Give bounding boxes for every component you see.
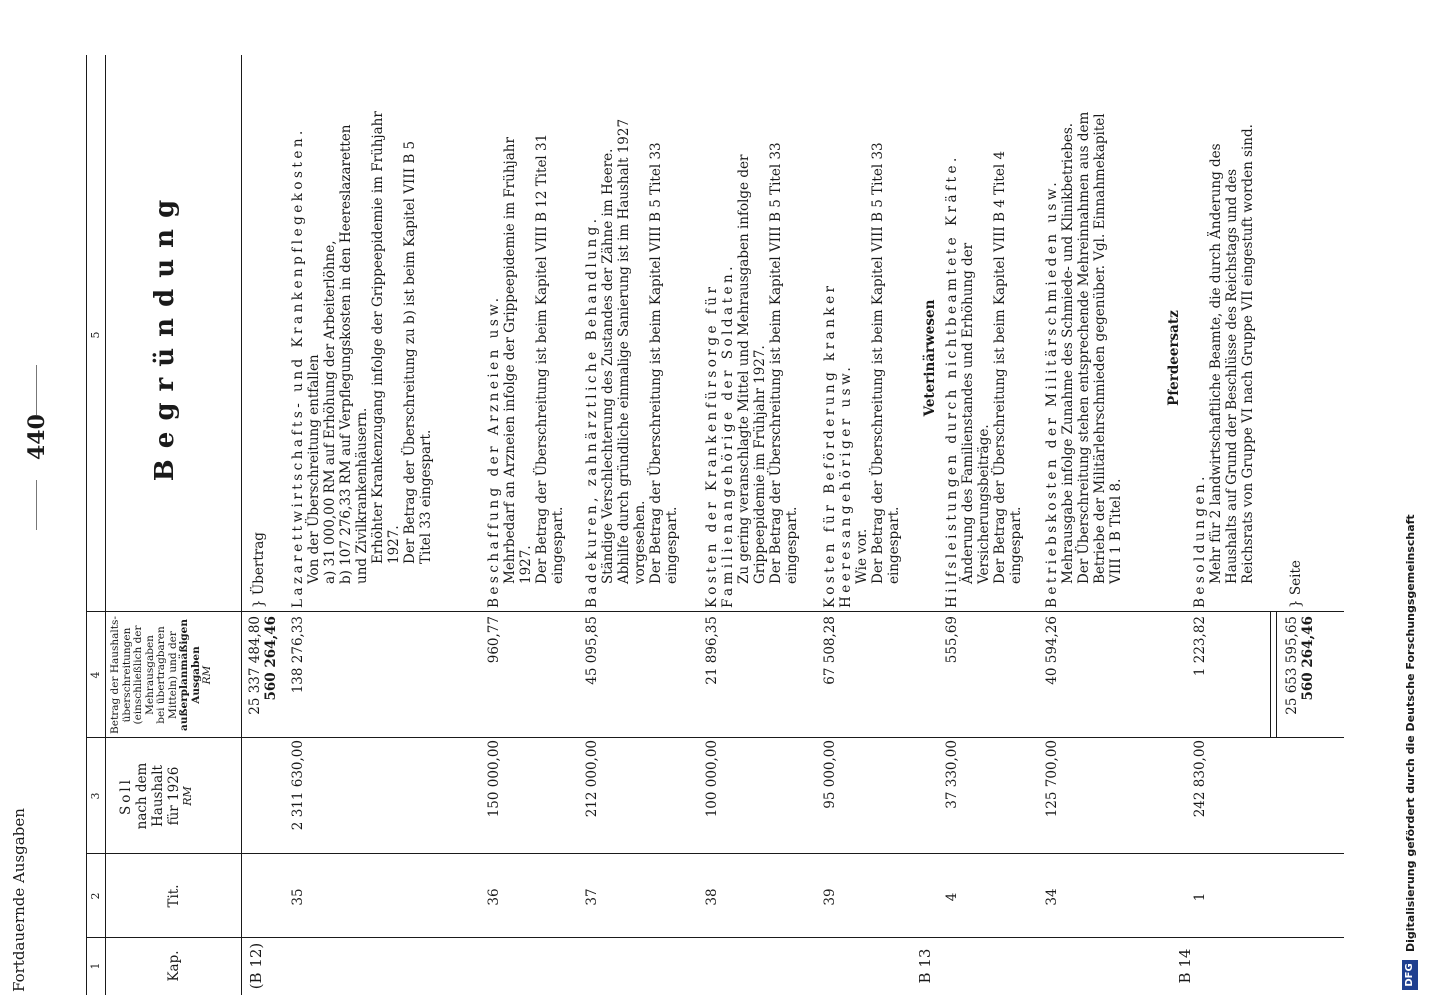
header-kap: Kap. (166, 950, 182, 982)
col-rule-2 (86, 853, 1344, 854)
betrag-37: 45 095,85 (584, 616, 600, 685)
tit-36: 36 (486, 888, 502, 906)
col-rule-1 (86, 937, 1344, 938)
page-number-dash-right (36, 365, 37, 415)
page-number-dash-left (36, 480, 37, 530)
kap-b14: B 14 (1176, 948, 1194, 984)
carry-out-amount: 25 653 595,65 (1284, 616, 1300, 715)
tit-38: 38 (704, 888, 720, 906)
betrag-39: 67 508,28 (822, 616, 838, 685)
betrag-b13-34: 40 594,26 (1044, 616, 1060, 685)
colnum-1: 1 (89, 962, 102, 970)
soll-37: 212 000,00 (584, 740, 600, 818)
betrag-35: 138 276,33 (290, 616, 306, 694)
colnum-rule (105, 55, 106, 995)
sum-rule (1270, 612, 1271, 738)
header-tit: Tit. (166, 884, 182, 908)
betrag-b13-4: 555,69 (944, 616, 960, 664)
tit-b14-1: 1 (1192, 892, 1208, 902)
running-title: Fortdauernde Ausgaben (10, 808, 28, 992)
text-b14-1: Besoldungen. Mehr für 2 landwirtschaftliche Beamte, die durch Änderung des Haushalts auf Grund der Beschlüsse des Reichstags und des Reichsrats von Gruppe VI nach Gruppe VII eingestuft worden sind. (1192, 124, 1256, 608)
header-betrag: Betrag der Haushalts- überschreitungen (einschließlich der Mehrausgaben bei übertragbaren Mitteln) und der außerplanmäßigen Ausgaben RM (109, 616, 213, 734)
carry-in-amount: 25 337 484,80 (247, 616, 263, 715)
colnum-5: 5 (89, 331, 102, 339)
heading-veterinaerwesen: Veterinärwesen (922, 299, 938, 417)
text-39: Kosten für Beförderung kranker Heeresangehöriger usw. Wie vor. Der Betrag der Überschreitung ist beim Kapitel VIII B 5 Titel 33 eingespart. (822, 142, 902, 608)
carry-in-label: } Übertrag (251, 532, 267, 608)
tit-39: 39 (822, 888, 838, 906)
header-rule (241, 55, 242, 995)
soll-38: 100 000,00 (704, 740, 720, 818)
text-b13-34: Betriebskosten der Militärschmieden usw. Mehrausgabe infolge Zunahme des Schmiede- und Klinikbetriebes. Der Überschreitung stehen entsprechende Mehreinnahmen aus dem Betriebe der Militärlehrschmieden gegenüber. Vgl. Einnahmekapitel VIII 1 B Titel 8. (1044, 111, 1124, 608)
tit-35: 35 (290, 888, 306, 906)
betrag-b14-1: 1 223,82 (1192, 616, 1208, 677)
tit-b13-4: 4 (944, 892, 960, 902)
dfg-logo: DFG (1402, 960, 1418, 990)
soll-b13-4: 37 330,00 (944, 740, 960, 809)
colnum-3: 3 (89, 792, 102, 800)
sum-rule-double (1276, 612, 1277, 738)
digitization-note: Digitalisierung gefördert durch die Deutsche Forschungsgemeinschaft (1404, 514, 1417, 952)
tit-37: 37 (584, 888, 600, 906)
col-rule-4 (86, 611, 1344, 612)
col-rule-3 (86, 737, 1344, 738)
heading-pferdeersatz: Pferdeersatz (1166, 310, 1182, 406)
page-number: 440 (24, 414, 50, 460)
soll-39: 95 000,00 (822, 740, 838, 809)
betrag-36: 960,77 (486, 616, 502, 664)
soll-35: 2 311 630,00 (290, 740, 306, 831)
table-top-rule (86, 55, 87, 995)
colnum-2: 2 (89, 892, 102, 900)
soll-b14-1: 242 830,00 (1192, 740, 1208, 818)
soll-36: 150 000,00 (486, 740, 502, 818)
carry-out-amount-bold: 560 264,46 (1300, 616, 1316, 701)
text-38: Kosten der Krankenfürsorge für Familienangehörige der Soldaten. Zu gering veranschlagte Mittel und Mehrausgaben infolge der Grippeepidemie im Frühjahr 1927. Der Betrag der Überschreitung ist beim Kapitel VIII B 5 Titel 33 eingespart. (704, 142, 800, 608)
tit-b13-34: 34 (1044, 888, 1060, 906)
text-35: Lazarettwirtschafts- und Krankenpflegekosten. Von der Überschreitung entfallen a) 31 000,00 RM auf Erhöhung der Arbeiterlöhne, b) 107 276,33 RM auf Verpflegungskosten in den Heereslazaretten und Zivilkrankenhäusern. Erhöhter Krankenzugang infolge der Grippeepidemie im Frühjahr 1927. Der Betrag der Überschreitung zu b) ist beim Kapitel VIII B 5 Titel 33 eingespart. (290, 111, 434, 608)
soll-b13-34: 125 700,00 (1044, 740, 1060, 818)
header-begruendung: Begründung (150, 188, 180, 482)
betrag-38: 21 896,35 (704, 616, 720, 685)
kap-b13: B 13 (916, 948, 934, 984)
carry-out-label: } Seite (1288, 560, 1304, 608)
header-soll: Soll nach dem Haushalt für 1926 RM (118, 762, 194, 830)
carry-in-kap: (B 12) (247, 942, 265, 990)
colnum-4: 4 (89, 671, 102, 679)
text-36: Beschaffung der Arzneien usw. Mehrbedarf an Arzneien infolge der Grippeepidemie im Frühjahr 1927. Der Betrag der Überschreitung ist beim Kapitel VIII B 12 Titel 31 eingespart. (486, 133, 566, 608)
text-37: Badekuren, zahnärztliche Behandlung. Ständige Verschlechterung des Zustandes der Zähne im Heere. Abhilfe durch gründliche einmalige Sanierung ist im Haushalt 1927 vorgesehen. Der Betrag der Überschreitung ist beim Kapitel VIII B 5 Titel 33 eingespart. (584, 118, 680, 608)
carry-in-amount-bold: 560 264,46 (263, 616, 279, 701)
digitization-mark (1390, 0, 1434, 1000)
text-b13-4: Hilfsleistungen durch nichtbeamtete Kräfte. Änderung des Familienstandes und Erhöhung der Versicherungsbeiträge. Der Betrag der Überschreitung ist beim Kapitel VIII B 4 Titel 4 eingespart. (944, 150, 1024, 608)
